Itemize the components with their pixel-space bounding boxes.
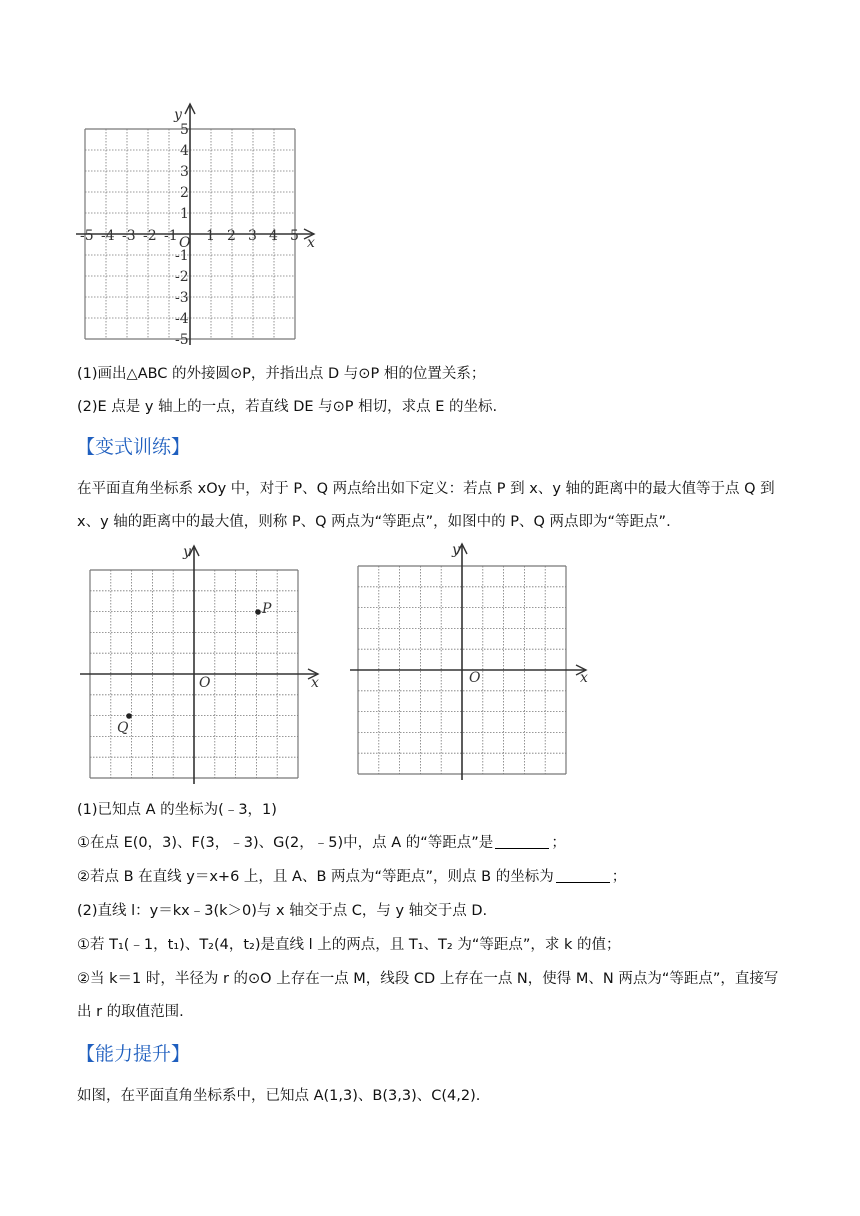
q2-line-7: 出 r 的取值范围. — [77, 1004, 184, 1020]
x-tick-label: 3 — [248, 228, 257, 244]
x-tick-label: -4 — [101, 228, 115, 244]
origin-label: O — [179, 235, 191, 251]
y-tick-label: 5 — [180, 122, 189, 138]
answer-blank-1[interactable] — [495, 834, 549, 849]
x-tick-label: -3 — [122, 228, 136, 244]
x-tick-label: 4 — [269, 228, 278, 244]
x-tick-label: -5 — [80, 228, 94, 244]
axes — [76, 104, 314, 345]
axes — [80, 546, 318, 784]
x-axis-label: x — [580, 670, 588, 686]
x-axis-label: x — [307, 235, 315, 251]
q2-line-3-text: ②若点 B 在直线 y＝x+6 上，且 A、B 两点为“等距点”，则点 B 的坐标为 — [77, 869, 554, 885]
q2-line-5: ①若 T₁(﹣1，t₁)、T₂(4，t₂)是直线 l 上的两点，且 T₁、T₂ 为“等距点”，求 k 的值； — [77, 937, 621, 953]
y-tick-label: -3 — [175, 290, 189, 306]
q2-line-4: (2)直线 l：y＝kx﹣3(k＞0)与 x 轴交于点 C，与 y 轴交于点 D. — [77, 903, 488, 919]
question-part-2: (2)E 点是 y 轴上的一点，若直线 DE 与⊙P 相切，求点 E 的坐标. — [77, 399, 498, 415]
x-tick-label: 1 — [206, 228, 215, 244]
y-tick-label: 3 — [180, 164, 189, 180]
q2-line-2-text: ①在点 E(0，3)、F(3，﹣3)、G(2，﹣5)中，点 A 的“等距点”是 — [77, 835, 494, 851]
axes — [350, 544, 586, 780]
section-heading-ability-improvement: 【能力提升】 — [76, 1043, 191, 1065]
y-tick-label: 1 — [180, 206, 189, 222]
q2-line-3-end: ； — [611, 869, 627, 885]
y-tick-label: -1 — [175, 248, 189, 264]
point-p-label: P — [262, 601, 272, 617]
y-axis-label: y — [183, 544, 191, 560]
origin-label: O — [469, 670, 481, 686]
y-axis-label: y — [452, 542, 460, 558]
x-tick-label: 2 — [227, 228, 236, 244]
y-tick-label: -2 — [175, 269, 189, 285]
y-tick-label: -4 — [175, 311, 189, 327]
x-tick-label: 5 — [290, 228, 299, 244]
q2-line-2 — [77, 833, 566, 853]
y-tick-label: 4 — [180, 143, 189, 159]
y-axis-label: y — [174, 107, 182, 123]
intro-line-2: x、y 轴的距离中的最大值，则称 P、Q 两点为“等距点”，如图中的 P、Q 两点即为“等距点”. — [77, 514, 671, 530]
q2-line-6: ②当 k＝1 时，半径为 r 的⊙O 上存在一点 M，线段 CD 上存在一点 N，使得 M、N 两点为“等距点”，直接写 — [77, 971, 779, 987]
question-part-1: (1)画出△ABC 的外接圆⊙P，并指出点 D 与⊙P 相的位置关系； — [77, 366, 486, 382]
q3-line-1: 如图，在平面直角坐标系中，已知点 A(1,3)、B(3,3)、C(4,2). — [77, 1088, 481, 1104]
y-tick-label: 2 — [180, 185, 189, 201]
origin-label: O — [199, 675, 211, 691]
coordinate-grid-2 — [80, 540, 330, 785]
q2-line-1: (1)已知点 A 的坐标为(﹣3，1) — [77, 802, 277, 818]
intro-line-1: 在平面直角坐标系 xOy 中，对于 P、Q 两点给出如下定义：若点 P 到 x、y 轴的距离中的最大值等于点 Q 到 — [77, 481, 775, 497]
point-p-marker — [255, 609, 261, 615]
q2-line-2-end: ； — [551, 835, 566, 851]
x-axis-label: x — [311, 675, 319, 691]
point-q-label: Q — [117, 720, 129, 736]
section-heading-variant-training: 【变式训练】 — [76, 436, 191, 458]
coordinate-grid-1 — [76, 100, 326, 355]
x-tick-label: -1 — [164, 228, 178, 244]
answer-blank-2[interactable] — [556, 868, 610, 883]
x-tick-label: -2 — [143, 228, 157, 244]
q2-line-3 — [77, 867, 626, 887]
point-q-marker — [126, 713, 132, 719]
y-tick-label: -5 — [175, 332, 189, 348]
coordinate-grid-3 — [350, 538, 600, 783]
